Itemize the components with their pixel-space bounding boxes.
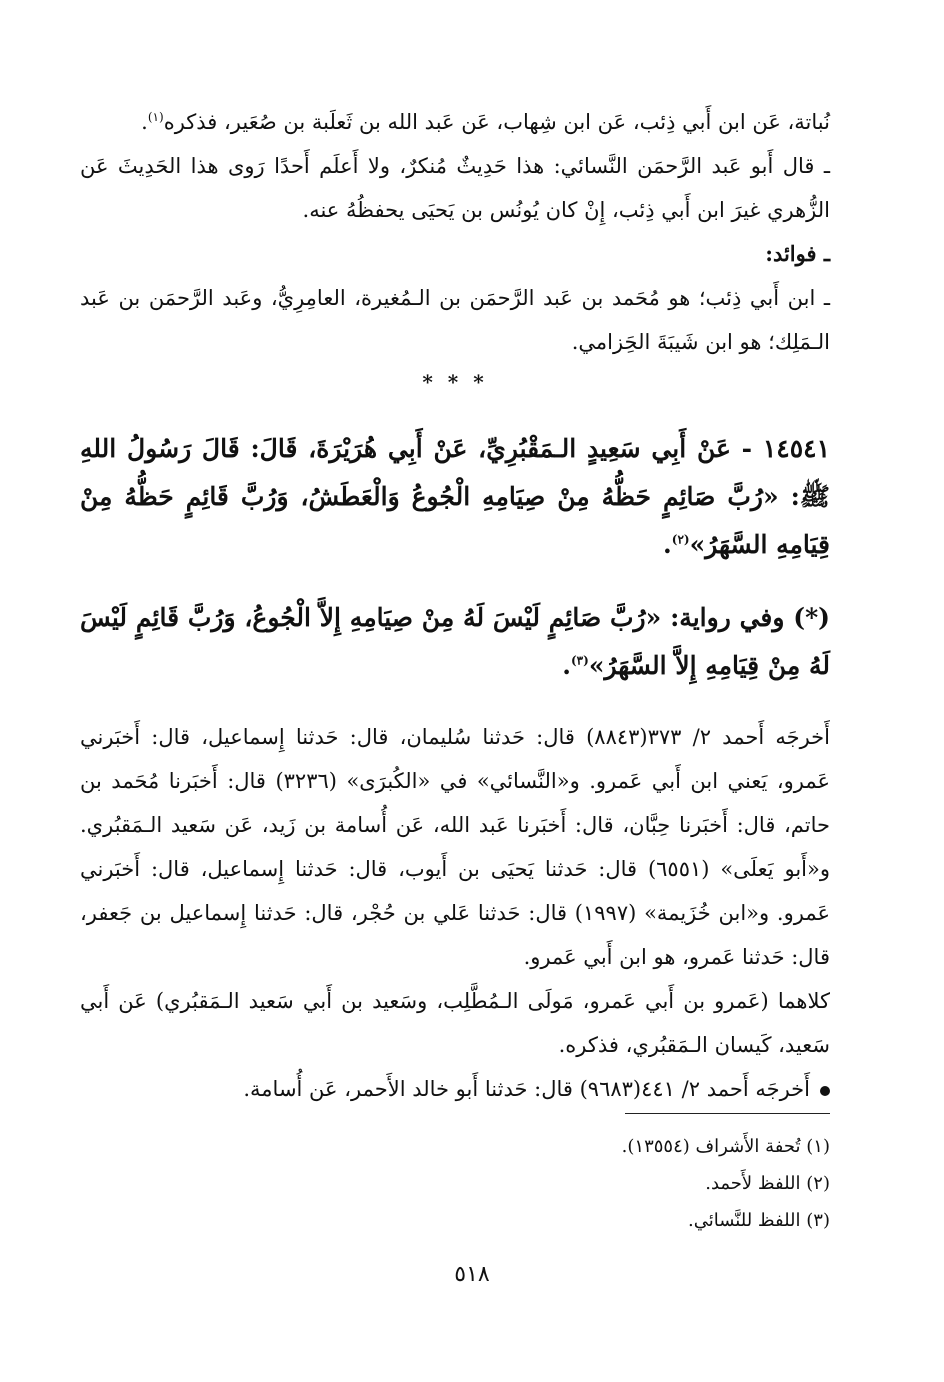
- benefits-heading: ـ فوائد:: [765, 241, 830, 266]
- footnote-1: (١) تُحفة الأَشراف (١٣٥٥٤).: [621, 1136, 830, 1157]
- takhrij-bullet: [80, 1067, 830, 1111]
- paragraph-text: نُباتة، عَن ابن أَبي ذِئب، عَن ابن شِهاب، عَن عَبد الله بن ثَعلَبة بن صُعَير، فذكره: [163, 110, 830, 134]
- narration-body: (*) وفي رواية: «رُبَّ صَائِمٍ لَيْسَ لَهُ مِنْ صِيَامِهِ إِلاَّ الْجُوعُ، وَرُبَّ قَائِمٍ لَيْسَ لَهُ مِنْ قِيَامِهِ إِلاَّ السَّهَرُ»: [80, 603, 830, 680]
- takhrij-paragraph: أَخرجَه أَحمد ٢/ ٣٧٣(٨٨٤٣) قال: حَدثنا سُليمان، قال: حَدثنا إِسماعيل، قال: أَخبَرني عَمرو، يَعني ابن أَبي عَمرو. و«النَّسائي» في «الكُبرَى» (٣٢٣٦) قال: أَخبَرنا مُحَمد بن حاتم، قال: أَخبَرنا حِبَّان، قال: أَخبَرنا عَبد الله، عَن أُسامة بن زَيد، عَن سَعيد الـمَقبُري. و«أَبو يَعلَى» (٦٥٥١) قال: حَدثنا يَحيَى بن أَيوب، قال: حَدثنا إِسماعيل، قال: أَخبَرني عَمرو. و«ابن خُزَيمة» (١٩٩٧) قال: حَدثنا عَلي بن حُجْر، قال: حَدثنا إِسماعيل بن جَعفر، قال: حَدثنا عَمرو، هو ابن أَبي عَمرو.: [80, 725, 831, 969]
- footnote-marker: (٢): [671, 532, 690, 547]
- alternate-narration: (*) وفي رواية: «رُبَّ صَائِمٍ لَيْسَ لَهُ مِنْ صِيَامِهِ إِلاَّ الْجُوعُ، وَرُبَّ قَائِمٍ لَيْسَ لَهُ مِنْ قِيَامِهِ إِلاَّ السَّهَرُ»$^{(٣)}$.: [80, 603, 830, 680]
- hadith-text: ١٤٥٤١ - عَنْ أَبِي سَعِيدٍ الـمَقْبُرِيِّ، عَنْ أَبِي هُرَيْرَةَ، قَالَ: قَالَ رَسُولُ اللهِ ﷺ: «رُبَّ صَائِمٍ حَظُّهُ مِنْ صِيَامِهِ الْجُوعُ وَالْعَطَشُ، وَرُبَّ قَائِمٍ حَظُّهُ مِنْ قِيَامِهِ السَّهَرُ»$^{(٢)}$.: [80, 434, 830, 559]
- section-separator: * * *: [422, 370, 488, 394]
- page-number: ٥١٨: [454, 1262, 490, 1287]
- footnote-divider: [625, 1113, 830, 1114]
- footnote-marker: (١): [147, 110, 164, 124]
- footnote-marker: (٣): [570, 653, 589, 668]
- nasai-comment: ـ قال أَبو عَبد الرَّحمَن النَّسائي: هذا حَدِيثٌ مُنكرٌ، ولا أَعلَم أَحدًا رَوى هذا الحَدِيثَ عَن الزُّهري غيرَ ابن أَبي ذِئب، إِنْ كان يُونُس بن يَحيَى يحفظُهُ عنه.: [80, 154, 830, 222]
- bullet-icon: [820, 1086, 830, 1096]
- benefits-text: ـ ابن أَبي ذِئب؛ هو مُحَمد بن عَبد الرَّحمَن بن الـمُغيرة، العامِرِيُّ، وعَبد الرَّحمَن بن عَبد الـمَلِك؛ هو ابن شَيبَةَ الحَِزامي.: [80, 286, 830, 354]
- footnote-3: (٣) اللفظ للنَّسائي.: [688, 1210, 830, 1231]
- paragraph-continuation: نُباتة، عَن ابن أَبي ذِئب، عَن ابن شِهاب، عَن عَبد الله بن ثَعلَبة بن صُعَير، فذكره$^{(١)}$.: [141, 110, 830, 134]
- footnote-2: (٢) اللفظ لأَحمد.: [705, 1173, 830, 1194]
- bullet-text: أَخرجَه أَحمد ٢/ ٤٤١(٩٦٨٣) قال: حَدثنا أَبو خالد الأَحمر، عَن أُسامة.: [243, 1077, 810, 1101]
- takhrij-summary: كلاهما (عَمرو بن أَبي عَمرو، مَولَى الـمُطَّلِب، وسَعيد بن أَبي سَعيد الـمَقبُري) عَن أَبي سَعيد، كَيسان الـمَقبُري، فذكره.: [80, 989, 830, 1057]
- hadith-body: ١٤٥٤١ - عَنْ أَبِي سَعِيدٍ الـمَقْبُرِيِّ، عَنْ أَبِي هُرَيْرَةَ، قَالَ: قَالَ رَسُولُ اللهِ ﷺ: «رُبَّ صَائِمٍ حَظُّهُ مِنْ صِيَامِهِ الْجُوعُ وَالْعَطَشُ، وَرُبَّ قَائِمٍ حَظُّهُ مِنْ قِيَامِهِ السَّهَرُ»: [80, 434, 830, 559]
- footnotes: [440, 1128, 830, 1239]
- main-text: [80, 100, 830, 1111]
